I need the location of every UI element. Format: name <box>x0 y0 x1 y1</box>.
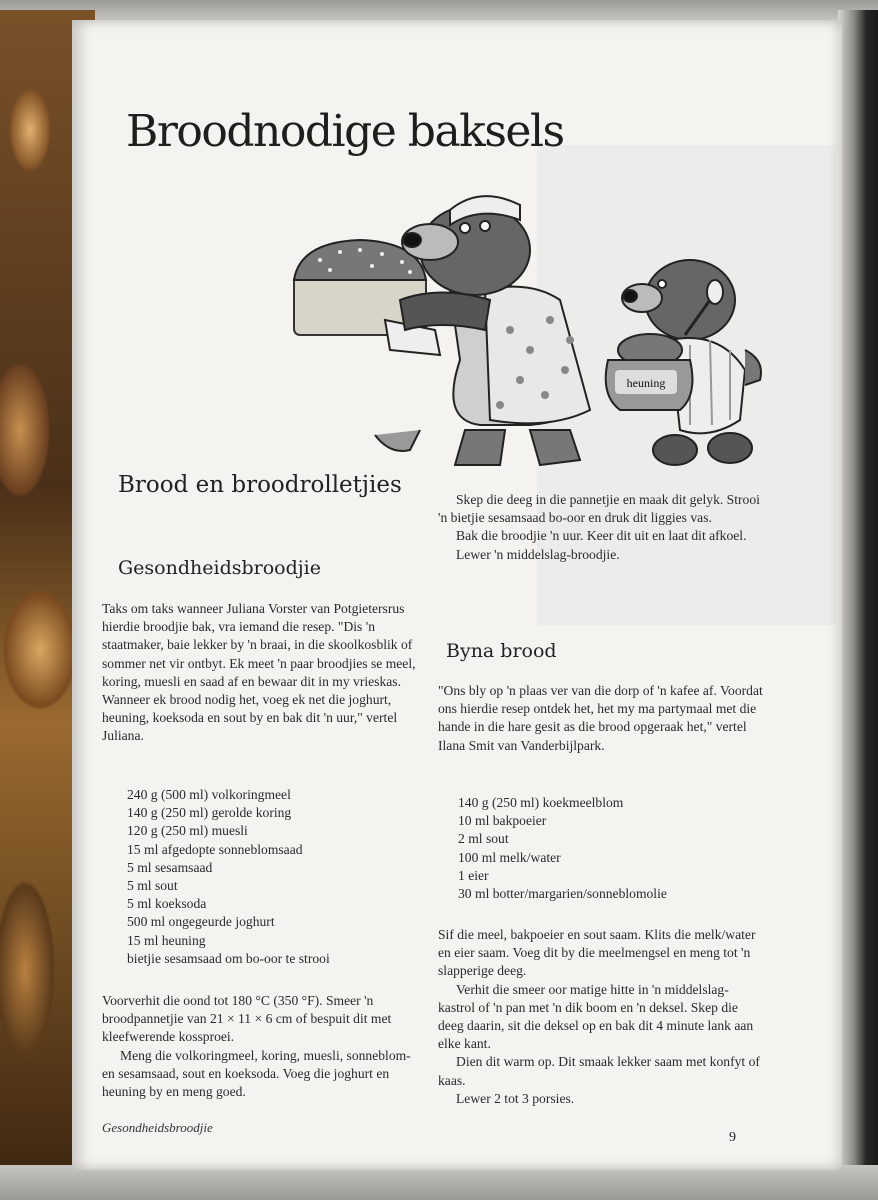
ingredient-item: 30 ml botter/margarien/sonneblomolie <box>458 886 667 902</box>
ingredient-item: 5 ml sesamsaad <box>127 859 213 875</box>
recipe1-method <box>102 992 426 1101</box>
ingredient-item: 500 ml ongegeurde joghurt <box>127 914 275 930</box>
recipe2-intro <box>438 682 764 755</box>
ingredient-item: 5 ml sout <box>127 878 178 894</box>
scanner-background-top <box>0 0 878 22</box>
book-page <box>72 20 842 1170</box>
ingredient-item: 140 g (250 ml) gerolde koring <box>127 805 292 821</box>
recipe1-intro <box>102 600 426 746</box>
bears-illustration <box>290 180 770 480</box>
ingredient-item: 140 g (250 ml) koekmeelblom <box>458 795 624 810</box>
recipe1-ingredients <box>127 786 427 968</box>
method-step: Lewer 'n middelslag-broodjie. <box>456 546 620 562</box>
recipe2-intro-text: "Ons bly op 'n plaas ver van die dorp of 'n kafee af. Voordat ons hierdie resep ontdek het, het my ma partymaal met die hande in die hare gesit as die brood opgeraak het," vertel Ilana Smit van Vanderbijlpark. <box>438 683 763 753</box>
recipe2-method <box>438 926 764 1108</box>
recipe-title-gesondheidsbroodjie: Gesondheidsbroodjie <box>118 557 321 579</box>
mother-bear-drawing <box>375 196 590 465</box>
recipe1-method-continued <box>438 491 764 564</box>
method-step: Meng die volkoringmeel, koring, muesli, sonneblom- en sesamsaad, sout en koeksoda. Voeg die joghurt en heuning by en meng goed. <box>102 1047 411 1100</box>
jar-label: heuning <box>626 376 666 390</box>
photo-caption: Gesondheidsbroodjie <box>102 1120 213 1135</box>
ingredient-item: 1 eier <box>458 867 489 883</box>
ingredient-item: 2 ml sout <box>458 831 509 847</box>
ingredient-item: 15 ml afgedopte sonneblomsaad <box>127 841 303 857</box>
section-title: Brood en broodrolletjies <box>118 472 402 498</box>
page-title: Broodnodige baksels <box>126 106 564 157</box>
ingredient-item: 120 g (250 ml) muesli <box>127 823 248 839</box>
recipe2-ingredients <box>458 794 758 903</box>
ingredient-item: 10 ml bakpoeier <box>458 813 547 829</box>
ingredient-item: 100 ml melk/water <box>458 849 561 865</box>
ingredient-item: 240 g (500 ml) volkoringmeel <box>127 787 291 802</box>
recipe1-intro-text: Taks om taks wanneer Juliana Vorster van Potgietersrus hierdie broodjie bak, vra iemand die resep. "Dis 'n staatmaker, baie lekker by 'n braai, in die skoolkosblik of sommer net vir ontbyt. Ek meet 'n paar broodjies se meel, koring, muesli en saad af en bewaar dit in my vrieskas. Wanneer ek brood nodig het, voeg ek net die joghurt, heuning, koeksoda en sout by en bak dit 'n uur," vertel Juliana. <box>102 601 416 744</box>
method-step: Verhit die smeer oor matige hitte in 'n middelslag-kastrol of 'n pan met 'n dik boom en 'n deksel. Skep die deeg daarin, sit die deksel op en bak dit 4 minute lank aan elke kant. <box>438 981 754 1052</box>
scanner-background-bottom <box>0 1165 878 1200</box>
page-number: 9 <box>729 1130 736 1145</box>
method-step: Dien dit warm op. Dit smaak lekker saam met konfyt of kaas. <box>438 1054 760 1088</box>
method-step: Voorverhit die oond tot 180 °C (350 °F). Smeer 'n broodpannetjie van 21 × 11 × 6 cm of bespuit dit met kleefwerende kossproei. <box>102 993 392 1045</box>
ingredient-item: 15 ml heuning <box>127 932 206 948</box>
method-step: Skep die deeg in die pannetjie en maak dit gelyk. Strooi 'n bietjie sesamsaad bo-oor en druk dit liggies vas. <box>438 492 760 526</box>
method-step: Lewer 2 tot 3 porsies. <box>456 1090 575 1106</box>
method-step: Bak die broodjie 'n uur. Keer dit uit en laat dit afkoel. <box>456 528 747 544</box>
book-edge-right <box>838 10 878 1200</box>
ingredient-item: bietjie sesamsaad om bo-oor te strooi <box>127 950 330 966</box>
method-step: Sif die meel, bakpoeier en sout saam. Klits die melk/water en eier saam. Voeg dit by die meelmengsel en meng tot 'n slapperige deeg. <box>438 927 756 979</box>
recipe-title-byna-brood: Byna brood <box>446 640 557 662</box>
ingredient-item: 5 ml koeksoda <box>127 896 207 912</box>
